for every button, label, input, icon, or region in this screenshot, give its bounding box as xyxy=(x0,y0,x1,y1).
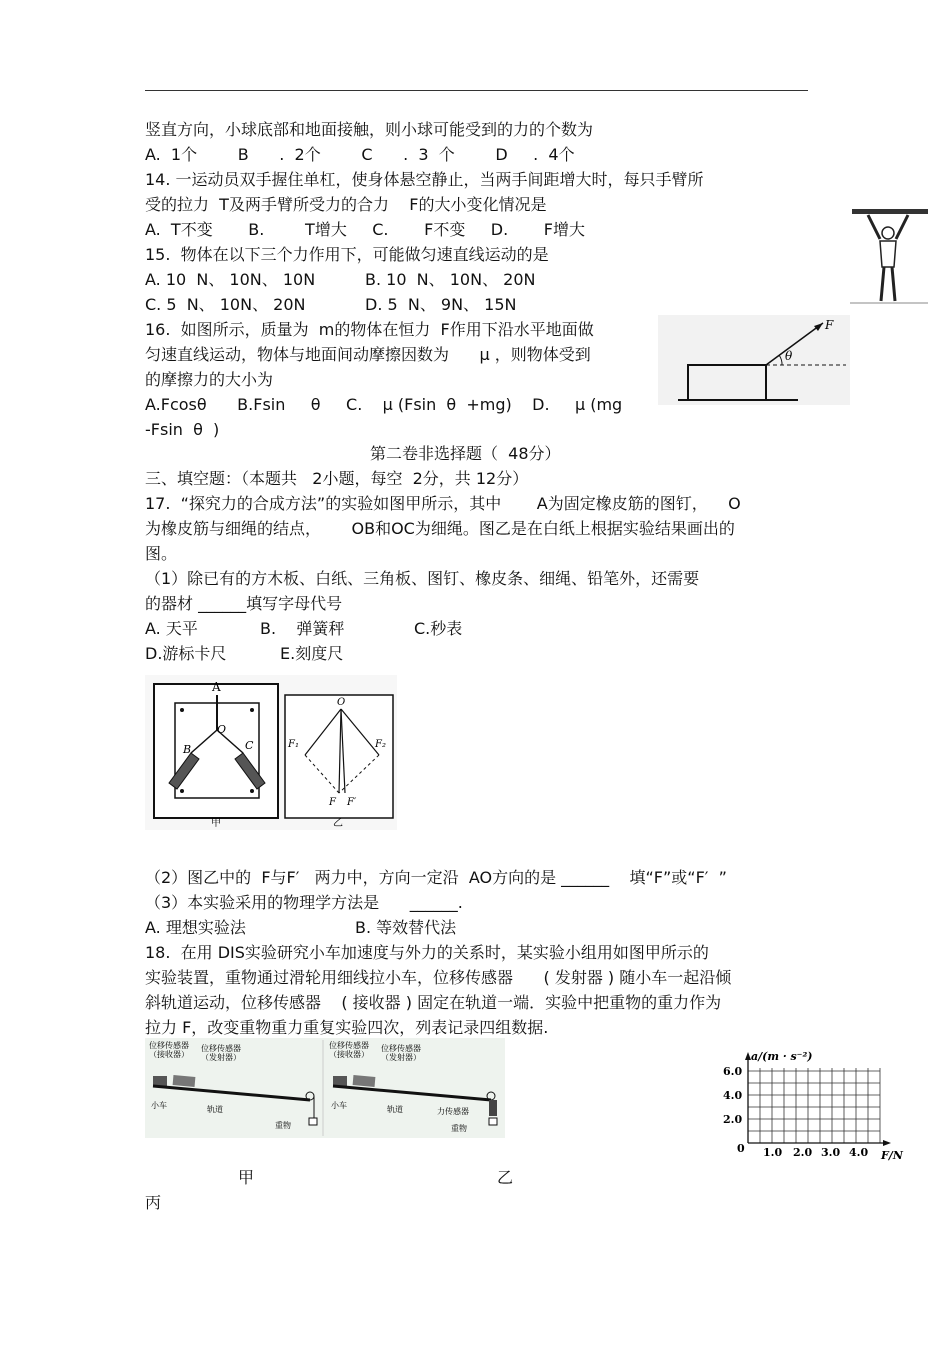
sensor-tx-label: （发射器） xyxy=(201,1053,241,1062)
label-o2: O xyxy=(337,697,346,708)
x-arrow-icon xyxy=(883,1140,891,1146)
pin-icon xyxy=(250,789,254,793)
label-b: B xyxy=(183,743,192,756)
sensor-tx-label: 位移传感器 xyxy=(201,1044,241,1053)
figure-background xyxy=(145,1038,505,1138)
option-17-3b: B. 等效替代法 xyxy=(355,918,457,937)
sensor-rx-label: 位移传感器 xyxy=(329,1041,369,1050)
label-f: F xyxy=(329,797,336,808)
track-label: 轨道 xyxy=(387,1105,403,1114)
question-18: 18. 在用 DIS实验研究小车加速度与外力的关系时，某实验小组用如图甲所示的 xyxy=(145,943,709,962)
caption-yi: 乙 xyxy=(497,1168,514,1187)
sensor-rx-label: （接收器） xyxy=(329,1050,369,1059)
x-tick-label: 2.0 xyxy=(793,1146,813,1159)
force-sensor-icon xyxy=(489,1100,497,1116)
x-tick-label: 4.0 xyxy=(849,1146,869,1159)
force-composition-figure xyxy=(145,675,397,830)
option-17b: B. 弹簧秤 xyxy=(260,619,345,638)
cart-label: 小车 xyxy=(331,1101,347,1110)
label-f1: F₁ xyxy=(288,739,299,750)
sensor-rx-label: （接收器） xyxy=(149,1050,189,1059)
receiver-icon xyxy=(333,1076,347,1086)
section-heading: 三、填空题：（本题共 2小题，每空 2分，共 12分） xyxy=(145,469,529,488)
option-15a: A. 10 N、 10N、 10N xyxy=(145,270,316,289)
force-sensor-label: 力传感器 xyxy=(437,1107,469,1116)
option-17e: E.刻度尺 xyxy=(280,644,344,663)
text-line: 匀速直线运动，物体与地面间动摩擦因数为 μ ，则物体受到 xyxy=(145,345,591,364)
question-17: 17. “探究力的合成方法”的实验如图甲所示，其中 A为固定橡皮筋的图钉， O xyxy=(145,494,741,513)
question-17-2: （2）图乙中的 F与F′ 两力中，方向一定沿 AO方向的是 ______ 填“F”或“F′ ” xyxy=(145,868,727,887)
text-line: -Fsin θ ) xyxy=(145,420,220,439)
text-line: 为橡皮筋与细绳的结点， OB和OC为细绳。图乙是在白纸上根据实验结果画出的 xyxy=(145,519,735,538)
text-line: 受的拉力 T及两手臂所受力的合力 F的大小变化情况是 xyxy=(145,195,547,214)
sensor-tx-label: （发射器） xyxy=(381,1053,421,1062)
sensor-rx-label: 位移传感器 xyxy=(149,1041,189,1050)
weight-icon xyxy=(489,1118,497,1125)
label-f-prime: F′ xyxy=(347,797,357,808)
gymnast-figure xyxy=(850,205,930,310)
option-17d: D.游标卡尺 xyxy=(145,644,227,663)
section-title: 第二卷非选择题（ 48分） xyxy=(370,444,561,463)
cart-label: 小车 xyxy=(151,1101,167,1110)
text-line: 实验装置，重物通过滑轮用细线拉小车，位移传感器 ( 发射器 ) 随小车一起沿倾 xyxy=(145,968,732,987)
af-graph xyxy=(715,1048,915,1163)
options-14: A. T不变 B. T增大 C. F不变 D. F增大 xyxy=(145,220,585,239)
label-f2: F₂ xyxy=(375,739,386,750)
angle-label: θ xyxy=(785,349,793,363)
text-line: 的摩擦力的大小为 xyxy=(145,370,274,389)
x-tick-label: 3.0 xyxy=(821,1146,841,1159)
text-line: 图。 xyxy=(145,544,178,563)
pin-icon xyxy=(180,708,184,712)
receiver-icon xyxy=(153,1076,167,1086)
label-a: A xyxy=(212,680,221,694)
question-15: 15. 物体在以下三个力作用下，可能做匀速直线运动的是 xyxy=(145,245,549,264)
question-17-3: （3）本实验采用的物理学方法是 ______. xyxy=(145,893,463,912)
label-c: C xyxy=(245,739,254,752)
figure-background xyxy=(658,315,850,405)
y-tick-label: 4.0 xyxy=(723,1089,743,1102)
horizontal-bar xyxy=(852,209,928,214)
text-line: 斜轨道运动，位移传感器 ( 接收器 ) 固定在轨道一端．实验中把重物的重力作为 xyxy=(145,993,722,1012)
text-line: 的器材 ______填写字母代号 xyxy=(145,594,343,613)
origin-label: 0 xyxy=(737,1142,745,1155)
x-tick-label: 1.0 xyxy=(763,1146,783,1159)
sensor-tx-label: 位移传感器 xyxy=(381,1044,421,1053)
y-axis-label: a/(m · s⁻²) xyxy=(751,1050,813,1063)
question-16: 16. 如图所示，质量为 m的物体在恒力 F作用下沿水平地面做 xyxy=(145,320,594,339)
header-rule xyxy=(145,90,808,91)
y-tick-label: 6.0 xyxy=(723,1065,743,1078)
option-15b: B. 10 N、 10N、 20N xyxy=(365,270,536,289)
pin-icon xyxy=(180,789,184,793)
caption-bing: 丙 xyxy=(145,1193,162,1212)
x-axis-label: F/N xyxy=(881,1149,903,1162)
text-line: 拉力 F，改变重物重力重复实验四次，列表记录四组数据. xyxy=(145,1018,549,1037)
force-label: F xyxy=(825,318,834,332)
right-leg xyxy=(892,267,895,301)
caption-a: 甲 xyxy=(211,818,221,829)
torso xyxy=(880,241,896,267)
cart-icon xyxy=(353,1075,376,1087)
left-leg xyxy=(881,267,884,301)
dis-apparatus-figure xyxy=(145,1038,505,1138)
pin-icon xyxy=(250,708,254,712)
weight-label: 重物 xyxy=(451,1124,467,1133)
option-17a: A. 天平 xyxy=(145,619,198,638)
cart-icon xyxy=(173,1075,196,1087)
question-17-1: （1）除已有的方木板、白纸、三角板、图钉、橡皮条、细绳、铅笔外，还需要 xyxy=(145,569,700,588)
weight-icon xyxy=(309,1118,317,1125)
right-arm xyxy=(896,215,908,239)
text-line: A. 1个 B . 2个 C . 3 个 D . 4个 xyxy=(145,145,575,164)
label-o: O xyxy=(217,723,227,736)
y-tick-label: 2.0 xyxy=(723,1113,743,1126)
text-line: 竖直方向，小球底部和地面接触，则小球可能受到的力的个数为 xyxy=(145,120,594,139)
grid xyxy=(748,1068,880,1143)
left-arm xyxy=(868,215,880,239)
head xyxy=(882,227,894,239)
option-15c: C. 5 N、 10N、 20N xyxy=(145,295,306,314)
weight-label: 重物 xyxy=(275,1121,291,1130)
option-17c: C.秒表 xyxy=(414,619,463,638)
block-force-figure xyxy=(658,315,850,405)
option-17-3a: A. 理想实验法 xyxy=(145,918,246,937)
caption-jia: 甲 xyxy=(238,1168,255,1187)
caption-b: 乙 xyxy=(333,818,343,829)
option-15d: D. 5 N、 9N、 15N xyxy=(365,295,517,314)
question-14: 14. 一运动员双手握住单杠，使身体悬空静止，当两手间距增大时，每只手臂所 xyxy=(145,170,704,189)
options-16: A.Fcosθ B.Fsin θ C. μ (Fsin θ +mg) D. μ (mg xyxy=(145,395,623,414)
track-label: 轨道 xyxy=(207,1105,223,1114)
